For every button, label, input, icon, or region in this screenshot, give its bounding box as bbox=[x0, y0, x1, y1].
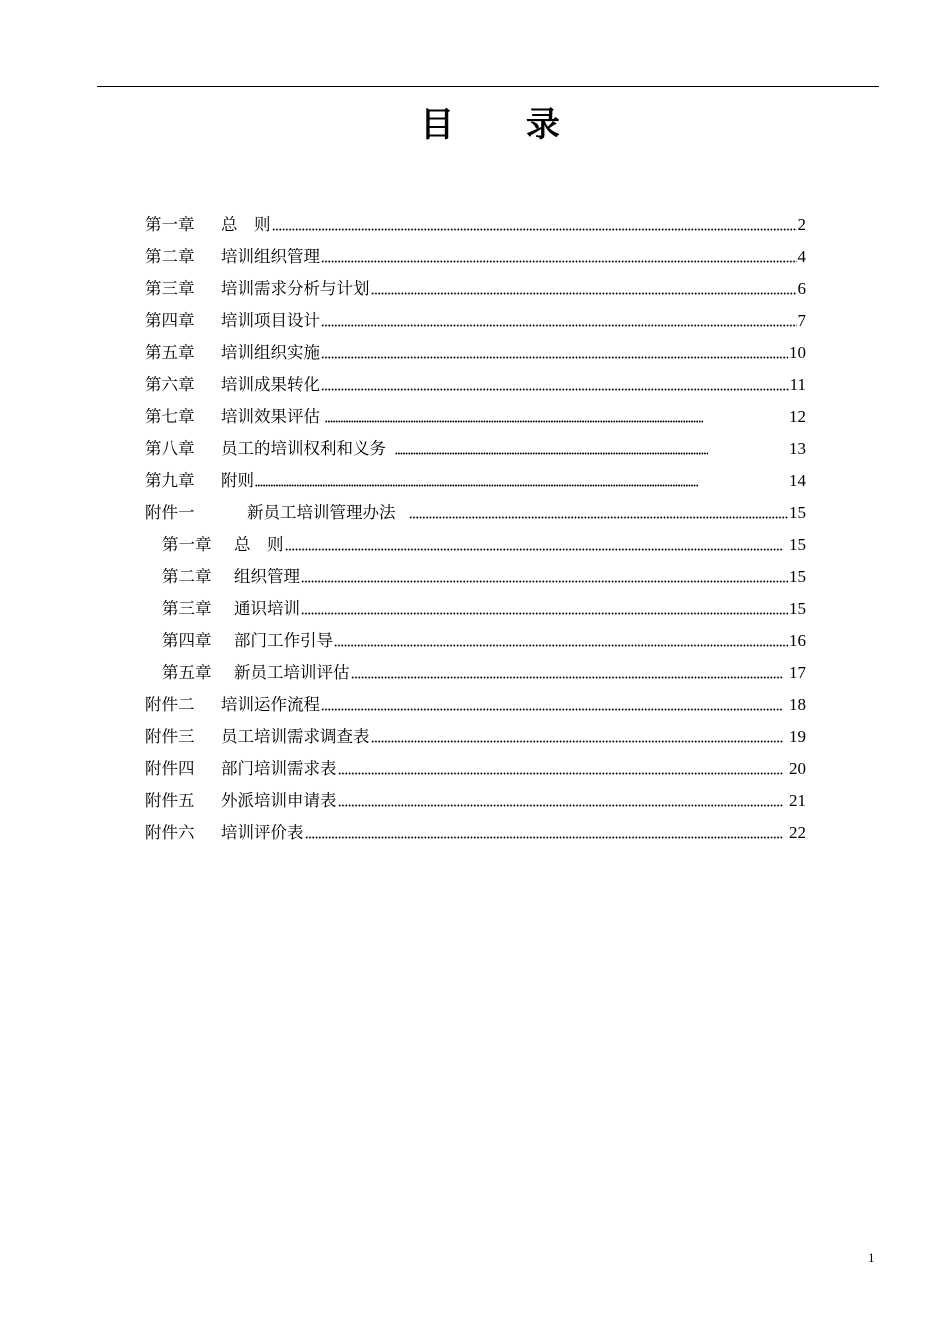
toc-entry-label: 培训运作流程 bbox=[221, 695, 320, 714]
header-rule bbox=[97, 86, 879, 87]
toc-entry-appendix4[interactable] bbox=[145, 756, 806, 780]
toc-entry-appendix6[interactable] bbox=[145, 820, 806, 844]
toc-entry-ch2[interactable] bbox=[145, 244, 806, 268]
toc-entry-page: 12 bbox=[789, 407, 806, 426]
toc-leader-dots bbox=[321, 356, 788, 359]
toc-entry-number: 第二章 bbox=[145, 247, 195, 266]
toc-subentry-ch2[interactable] bbox=[162, 564, 806, 588]
toc-entry-appendix2[interactable] bbox=[145, 692, 806, 716]
toc-entry-number: 第五章 bbox=[145, 343, 195, 362]
toc-subentry-ch5[interactable] bbox=[162, 660, 806, 684]
toc-entry-page: 15 bbox=[789, 599, 806, 618]
toc-entry-label: 附则 bbox=[221, 471, 254, 490]
toc-entry-label: 总 则 bbox=[221, 215, 271, 234]
toc-leader-dots bbox=[371, 740, 784, 743]
toc-subentry-ch1[interactable] bbox=[162, 532, 806, 556]
toc-entry-page: 16 bbox=[789, 631, 806, 650]
toc-entry-label: 总 则 bbox=[234, 535, 284, 554]
toc-entry-ch7[interactable] bbox=[145, 404, 806, 428]
toc-leader-dots bbox=[338, 804, 784, 807]
toc-entry-number: 附件四 bbox=[145, 759, 195, 778]
toc-entry-label: 新员工培训评估 bbox=[234, 663, 350, 682]
toc-entry-label: 培训成果转化 bbox=[221, 375, 320, 394]
toc-leader-dots bbox=[305, 836, 784, 839]
toc-entry-label: 培训组织实施 bbox=[221, 343, 320, 362]
toc-entry-page: 10 bbox=[789, 343, 806, 362]
toc-entry-label: 通识培训 bbox=[234, 599, 300, 618]
toc-entry-ch5[interactable] bbox=[145, 340, 806, 364]
toc-entry-appendix5[interactable] bbox=[145, 788, 806, 812]
toc-entry-page: 21 bbox=[789, 791, 806, 810]
toc-entry-appendix3[interactable] bbox=[145, 724, 806, 748]
toc-entry-label: 培训评价表 bbox=[221, 823, 304, 842]
toc-entry-number: 附件五 bbox=[145, 791, 195, 810]
toc-leader-dots bbox=[321, 388, 789, 391]
toc-subentry-ch3[interactable] bbox=[162, 596, 806, 620]
toc-entry-page: 22 bbox=[789, 823, 806, 842]
toc-entry-number: 附件一 bbox=[145, 503, 195, 522]
toc-leader-dots bbox=[338, 772, 784, 775]
toc-entry-number: 附件六 bbox=[145, 823, 195, 842]
toc-leader-dots bbox=[325, 420, 703, 423]
toc-leader-dots bbox=[321, 260, 797, 263]
toc-entry-page: 11 bbox=[789, 375, 806, 394]
toc-entry-number: 第四章 bbox=[145, 311, 195, 330]
toc-entry-label: 员工培训需求调查表 bbox=[221, 727, 370, 746]
toc-entry-number: 第二章 bbox=[162, 567, 212, 586]
toc-entry-page: 2 bbox=[797, 215, 806, 234]
toc-leader-dots bbox=[409, 516, 789, 519]
toc-leader-dots bbox=[272, 228, 797, 231]
toc-entry-ch9[interactable] bbox=[145, 468, 806, 492]
toc-entry-ch1[interactable] bbox=[145, 212, 806, 236]
toc-entry-page: 18 bbox=[789, 695, 806, 714]
toc-subentry-ch4[interactable] bbox=[162, 628, 806, 652]
toc-entry-label: 培训组织管理 bbox=[221, 247, 320, 266]
toc-leader-dots bbox=[255, 484, 698, 487]
toc-entry-page: 17 bbox=[789, 663, 806, 682]
toc-entry-ch4[interactable] bbox=[145, 308, 806, 332]
toc-entry-number: 第三章 bbox=[145, 279, 195, 298]
toc-entry-page: 15 bbox=[789, 503, 806, 522]
toc-entry-label: 培训效果评估 bbox=[221, 407, 320, 426]
toc-entry-page: 7 bbox=[797, 311, 806, 330]
toc-entry-page: 15 bbox=[789, 535, 806, 554]
toc-leader-dots bbox=[351, 676, 784, 679]
toc-entry-number: 第一章 bbox=[145, 215, 195, 234]
toc-entry-label: 培训项目设计 bbox=[221, 311, 320, 330]
page-title: 目 录 bbox=[420, 105, 590, 145]
toc-leader-dots bbox=[301, 580, 788, 583]
toc-entry-page: 20 bbox=[789, 759, 806, 778]
toc-entry-number: 第八章 bbox=[145, 439, 195, 458]
toc-entry-page: 4 bbox=[797, 247, 806, 266]
toc-entry-label: 外派培训申请表 bbox=[221, 791, 337, 810]
toc-leader-dots bbox=[321, 324, 797, 327]
toc-entry-number: 第五章 bbox=[162, 663, 212, 682]
toc-entry-number: 附件三 bbox=[145, 727, 195, 746]
toc-entry-number: 第四章 bbox=[162, 631, 212, 650]
toc-leader-dots bbox=[285, 548, 784, 551]
toc-entry-number: 第六章 bbox=[145, 375, 195, 394]
toc-entry-appendix1[interactable] bbox=[145, 500, 806, 524]
toc-entry-page: 6 bbox=[797, 279, 806, 298]
toc-entry-number: 第七章 bbox=[145, 407, 195, 426]
toc-entry-ch8[interactable] bbox=[145, 436, 806, 460]
toc-entry-page: 15 bbox=[789, 567, 806, 586]
toc-entry-number: 第一章 bbox=[162, 535, 212, 554]
toc-entry-number: 第三章 bbox=[162, 599, 212, 618]
toc-entry-page: 14 bbox=[789, 471, 806, 490]
toc-entry-ch3[interactable] bbox=[145, 276, 806, 300]
toc-leader-dots bbox=[371, 292, 797, 295]
toc-entry-ch6[interactable] bbox=[145, 372, 806, 396]
toc-leader-dots bbox=[301, 612, 788, 615]
toc-entry-label: 培训需求分析与计划 bbox=[221, 279, 370, 298]
toc-entry-number: 第九章 bbox=[145, 471, 195, 490]
toc-entry-label: 新员工培训管理办法 bbox=[247, 503, 396, 522]
toc-entry-label: 组织管理 bbox=[234, 567, 300, 586]
toc-leader-dots bbox=[395, 452, 708, 455]
toc-leader-dots bbox=[321, 708, 783, 711]
toc-entry-page: 13 bbox=[789, 439, 806, 458]
toc-entry-label: 部门培训需求表 bbox=[221, 759, 337, 778]
toc-entry-label: 员工的培训权利和义务 bbox=[221, 439, 386, 458]
toc-leader-dots bbox=[334, 644, 788, 647]
toc-entry-page: 19 bbox=[789, 727, 806, 746]
page-number: 1 bbox=[868, 1250, 875, 1265]
toc-entry-label: 部门工作引导 bbox=[234, 631, 333, 650]
toc-entry-number: 附件二 bbox=[145, 695, 195, 714]
